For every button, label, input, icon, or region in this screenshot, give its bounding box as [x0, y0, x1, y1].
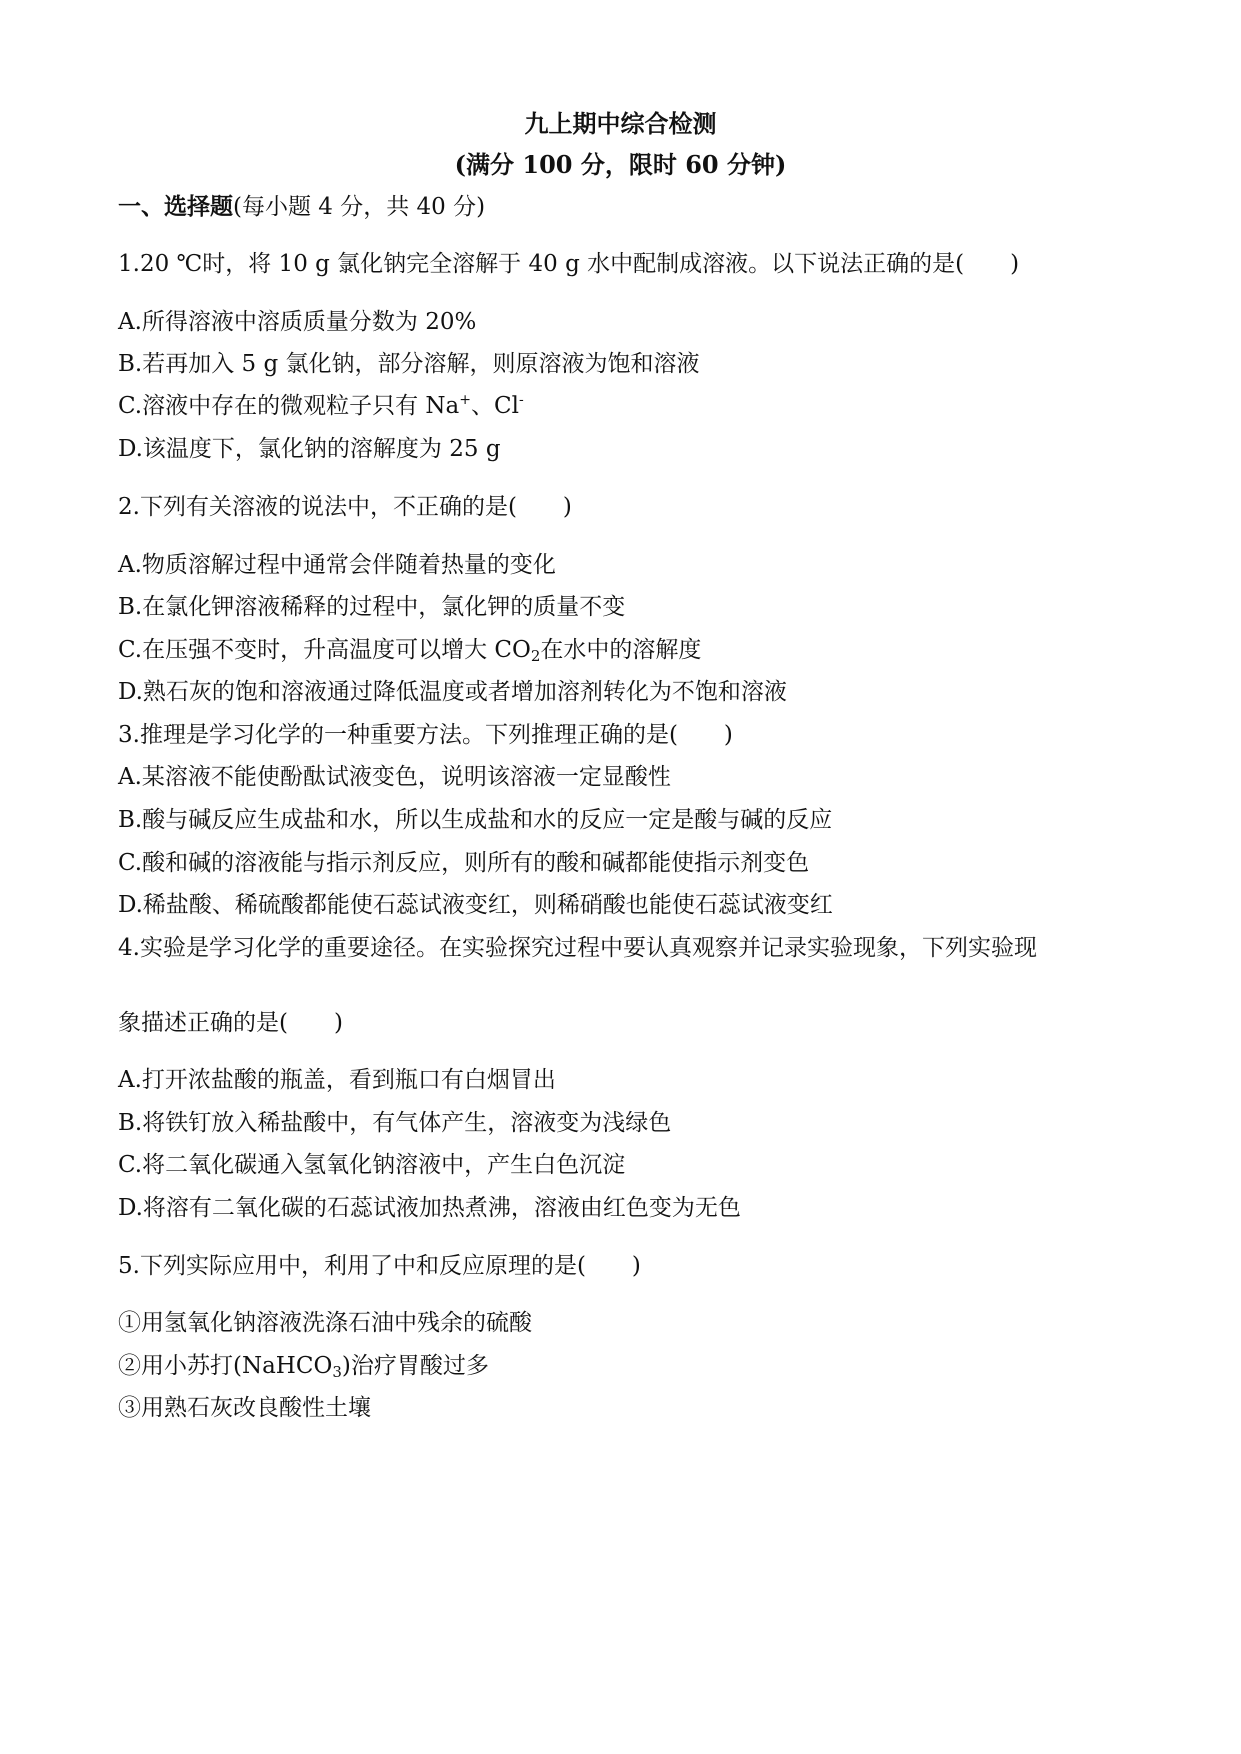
question-4-stem-line1: 4.实验是学习化学的重要途径。在实验探究过程中要认真观察并记录实验现象，下列实验现: [118, 935, 1037, 961]
question-1-option-a: A.所得溶液中溶质质量分数为 20%: [118, 309, 477, 335]
question-4-option-a: A.打开浓盐酸的瓶盖，看到瓶口有白烟冒出: [118, 1067, 556, 1093]
question-3-option-c: C.酸和碱的溶液能与指示剂反应，则所有的酸和碱都能使指示剂变色: [118, 850, 810, 876]
q1-c-sup2: -: [518, 392, 524, 408]
q2-c-text: C.在压强不变时，升高温度可以增大 CO: [118, 637, 531, 663]
q2-c-post: 在水中的溶解度: [540, 637, 702, 663]
q2-c-sub: 2: [530, 647, 541, 665]
question-4-stem-line2: 象描述正确的是( ): [118, 1010, 343, 1036]
question-1-stem: 1.20 ℃时，将 10 g 氯化钠完全溶解于 40 g 水中配制成溶液。以下说法正确的是( ): [118, 251, 1020, 277]
q1-c-sup1: +: [459, 392, 471, 408]
question-2-option-c: [118, 634, 1201, 666]
question-5-item-3: ③用熟石灰改良酸性土壤: [118, 1395, 371, 1421]
question-5-stem: 5.下列实际应用中，利用了中和反应原理的是( ): [118, 1253, 641, 1279]
q1-c-mid: 、Cl: [470, 393, 519, 419]
page-subtitle: (满分 100 分，限时 60 分钟): [454, 150, 787, 179]
q5-i2-post: )治疗胃酸过多: [341, 1353, 489, 1379]
question-4-option-d: D.将溶有二氧化碳的石蕊试液加热煮沸，溶液由红色变为无色: [118, 1195, 741, 1221]
question-3-option-a: A.某溶液不能使酚酞试液变色，说明该溶液一定显酸性: [118, 764, 671, 790]
question-2-option-b: B.在氯化钾溶液稀释的过程中，氯化钾的质量不变: [118, 594, 626, 620]
q1-c-text: C.溶液中存在的微观粒子只有 Na: [118, 393, 460, 419]
question-1-option-c: [118, 390, 1201, 422]
section-heading-note: (每小题 4 分，共 40 分): [233, 194, 486, 220]
question-2-option-d: D.熟石灰的饱和溶液通过降低温度或者增加溶剂转化为不饱和溶液: [118, 679, 787, 705]
question-3-option-d: D.稀盐酸、稀硫酸都能使石蕊试液变红，则稀硝酸也能使石蕊试液变红: [118, 892, 833, 918]
question-2-option-a: A.物质溶解过程中通常会伴随着热量的变化: [118, 552, 556, 578]
q5-i2-text: ②用小苏打(NaHCO: [118, 1353, 333, 1379]
question-3-stem: 3.推理是学习化学的一种重要方法。下列推理正确的是( ): [118, 722, 733, 748]
question-4-option-b: B.将铁钉放入稀盐酸中，有气体产生，溶液变为浅绿色: [118, 1110, 672, 1136]
question-5-item-2: [118, 1350, 1201, 1382]
question-2-stem: 2.下列有关溶液的说法中，不正确的是( ): [118, 494, 572, 520]
page-title: 九上期中综合检测: [524, 109, 717, 138]
section-heading-label: 一、选择题: [118, 193, 233, 220]
question-4-option-c: C.将二氧化碳通入氢氧化钠溶液中，产生白色沉淀: [118, 1152, 626, 1178]
section-heading: [118, 191, 1201, 223]
question-1-option-b: B.若再加入 5 g 氯化钠，部分溶解，则原溶液为饱和溶液: [118, 351, 700, 377]
question-3-option-b: B.酸与碱反应生成盐和水，所以生成盐和水的反应一定是酸与碱的反应: [118, 807, 833, 833]
question-1-option-d: D.该温度下，氯化钠的溶解度为 25 g: [118, 436, 501, 462]
q5-i2-sub: 3: [332, 1363, 342, 1381]
question-5-item-1: ①用氢氧化钠溶液洗涤石油中残余的硫酸: [118, 1310, 532, 1336]
